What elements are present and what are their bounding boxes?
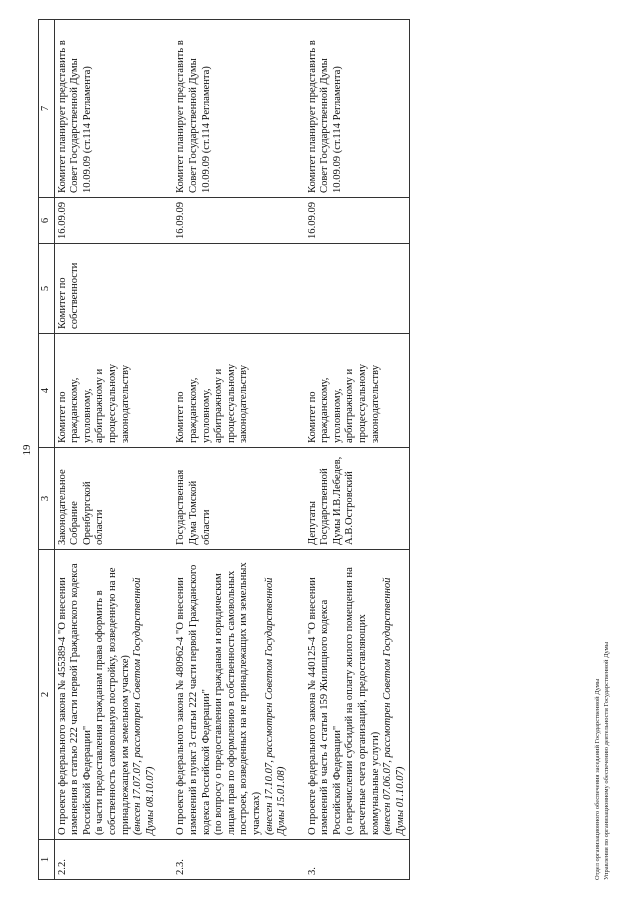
footer-line: Отдел организационного обеспечения заседаний Государственной Думы: [594, 678, 601, 880]
review-date: 16.09.09: [173, 198, 290, 244]
bill-history: (внесен 17.07.07, рассмотрен Советом Государственной Думы 08.10.07): [132, 577, 156, 835]
bill-history: (внесен 07.06.07, рассмотрен Советом Государственной Думы 01.10.07): [382, 577, 406, 835]
column-header: 2: [39, 550, 55, 840]
planned-action: Комитет планирует представить в Совет Государственной Думы 10.09.09 (ст.114 Регламента): [54, 20, 159, 198]
document-page: [20, 20, 620, 880]
column-header: 6: [39, 198, 55, 244]
bill-description: [54, 550, 159, 840]
column-header: 1: [39, 840, 55, 880]
responsible-committee: Комитет по гражданскому, уголовному, арбитражному и процессуальному законодательству: [173, 334, 290, 448]
co-executor-committee: [305, 244, 410, 334]
row-spacer: [291, 20, 305, 880]
responsible-committee: Комитет по гражданскому, уголовному, арбитражному и процессуальному законодательству: [305, 334, 410, 448]
initiator: Законодательное Собрание Оренбургской области: [54, 448, 159, 550]
bill-note: (о перечислении субсидий на оплату жилого помещения на расчетные счета организаций, предоставляющих коммунальные услуги): [344, 567, 381, 835]
initiator: Депутаты Государственной Думы И.В.Лебедев, А.В.Островский: [305, 448, 410, 550]
bill-description: [305, 550, 410, 840]
responsible-committee: Комитет по гражданскому, уголовному, арбитражному и процессуальному законодательству: [54, 334, 159, 448]
column-header: 4: [39, 334, 55, 448]
item-number: 2.3.: [173, 840, 290, 880]
bill-note: (по вопросу о предоставлении гражданам и юридическим лицам прав по оформлению в собственность самовольных построек, возведенных на не принадлежащих им земельных участках): [213, 562, 262, 835]
table-row: [54, 20, 159, 880]
footer: [594, 20, 611, 880]
footer-line: Управления по организационному обеспечению деятельности Государственной Думы: [602, 641, 610, 880]
bill-title: О проекте федерального закона № 455389-4 "О внесении изменения в статью 222 части первой Гражданского кодекса Российской Федерации": [56, 563, 93, 835]
bill-title: О проекте федерального закона № 440125-4 "О внесении изменений в часть 4 статьи 159 Жилищного кодекса Российской Федерации": [306, 577, 343, 835]
co-executor-committee: [173, 244, 290, 334]
bill-description: [173, 550, 290, 840]
review-date: 16.09.09: [305, 198, 410, 244]
bill-title: О проекте федерального закона № 480962-4 "О внесении изменений в пункт 3 статьи 222 части первой Гражданского кодекса Российской Федерации": [175, 564, 212, 835]
agenda-table: [38, 19, 410, 880]
initiator: Государственная Дума Томской области: [173, 448, 290, 550]
page-number: 19: [21, 444, 33, 456]
planned-action: Комитет планирует представить в Совет Государственной Думы 10.09.09 (ст.114 Регламента): [173, 20, 290, 198]
bill-note: (в части предоставления гражданам права оформить в собственность самовольную постройку, возведенную на не принадлежащем им земельном участке): [94, 567, 131, 835]
column-header: 7: [39, 20, 55, 198]
table-row: [173, 20, 290, 880]
row-spacer: [159, 20, 173, 880]
item-number: 2.2.: [54, 840, 159, 880]
co-executor-committee: Комитет по собственности: [54, 244, 159, 334]
review-date: 16.09.09: [54, 198, 159, 244]
item-number: 3.: [305, 840, 410, 880]
column-header: 5: [39, 244, 55, 334]
table-row: [305, 20, 410, 880]
column-header: 3: [39, 448, 55, 550]
table-header-row: [39, 20, 55, 880]
bill-history: (внесен 17.10.07, рассмотрен Советом Государственной Думы 15.01.08): [263, 577, 288, 835]
planned-action: Комитет планирует представить в Совет Государственной Думы 10.09.09 (ст.114 Регламента): [305, 20, 410, 198]
